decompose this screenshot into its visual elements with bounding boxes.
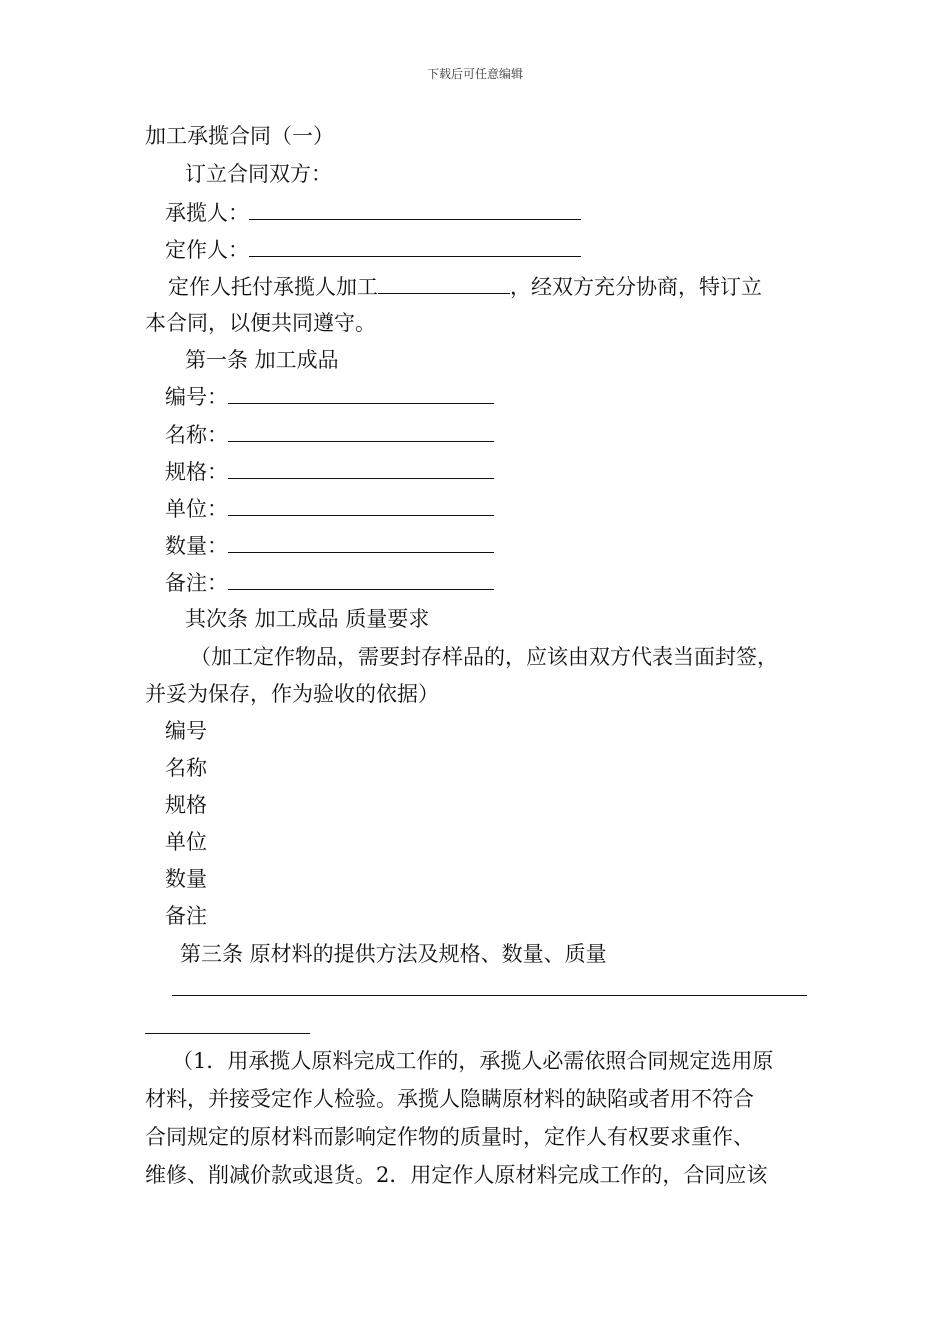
article2-note-line-2: 并妥为保存，作为验收的依据） — [145, 682, 439, 706]
intro-line-1 — [168, 271, 762, 301]
article1-field-label: 编号： — [165, 385, 228, 409]
article3-paragraph-line: 合同规定的原材料而影响定作物的质量时，定作人有权要求重作、 — [145, 1125, 754, 1149]
contract-title: 加工承揽合同（一） — [145, 124, 334, 148]
article2-field-label: 编号 — [165, 719, 207, 743]
article1-field-blank[interactable] — [228, 567, 494, 590]
intro-line-2: 本合同，以便共同遵守。 — [145, 311, 376, 335]
article2-heading: 其次条 加工成品 质量要求 — [185, 607, 430, 631]
orderer-blank[interactable] — [249, 234, 581, 257]
article1-field-label: 单位： — [165, 497, 228, 521]
intro-text-1: 定作人托付承揽人加工 — [168, 275, 378, 299]
article1-field-row — [165, 567, 494, 597]
article1-field-row — [165, 530, 494, 560]
parties-heading: 订立合同双方： — [185, 162, 332, 186]
article2-field-label: 单位 — [165, 830, 207, 854]
article1-field-blank[interactable] — [228, 456, 494, 479]
article1-field-row — [165, 456, 494, 486]
contractor-blank[interactable] — [249, 197, 581, 220]
article2-field-label: 规格 — [165, 793, 207, 817]
orderer-row — [165, 234, 581, 264]
article2-field-label: 名称 — [165, 756, 207, 780]
article2-field-label: 数量 — [165, 867, 207, 891]
article2-note-line-1: （加工定作物品，需要封存样品的，应该由双方代表当面封签， — [190, 645, 778, 669]
article1-field-blank[interactable] — [228, 493, 494, 516]
article1-field-label: 规格： — [165, 460, 228, 484]
article3-blank-line-2[interactable] — [145, 1033, 310, 1034]
article3-heading: 第三条 原材料的提供方法及规格、数量、质量 — [180, 942, 607, 966]
article1-field-label: 名称： — [165, 423, 228, 447]
article1-field-label: 数量： — [165, 534, 228, 558]
article1-field-label: 备注： — [165, 571, 228, 595]
contractor-row — [165, 197, 581, 227]
article3-paragraph-line: 维修、削减价款或退货。2．用定作人原材料完成工作的，合同应该 — [145, 1163, 768, 1187]
intro-text-2: ，经双方充分协商，特订立 — [510, 275, 762, 299]
article2-field-label: 备注 — [165, 904, 207, 928]
article1-heading: 第一条 加工成品 — [185, 348, 339, 372]
article3-paragraph-line: 材料，并接受定作人检验。承揽人隐瞒原材料的缺陷或者用不符合 — [145, 1087, 754, 1111]
contractor-label: 承揽人： — [165, 201, 249, 225]
page-header: 下载后可任意编辑 — [426, 67, 523, 81]
article1-field-row — [165, 381, 494, 411]
article1-field-blank[interactable] — [228, 381, 494, 404]
processing-item-blank[interactable] — [378, 271, 510, 294]
article1-field-row — [165, 419, 494, 449]
article3-blank-line-1[interactable] — [172, 995, 807, 996]
orderer-label: 定作人： — [165, 238, 249, 262]
article1-field-row — [165, 493, 494, 523]
article3-paragraph-line: （1．用承揽人原料完成工作的，承揽人必需依照合同规定选用原 — [172, 1049, 774, 1073]
article1-field-blank[interactable] — [228, 419, 494, 442]
article1-field-blank[interactable] — [228, 530, 494, 553]
